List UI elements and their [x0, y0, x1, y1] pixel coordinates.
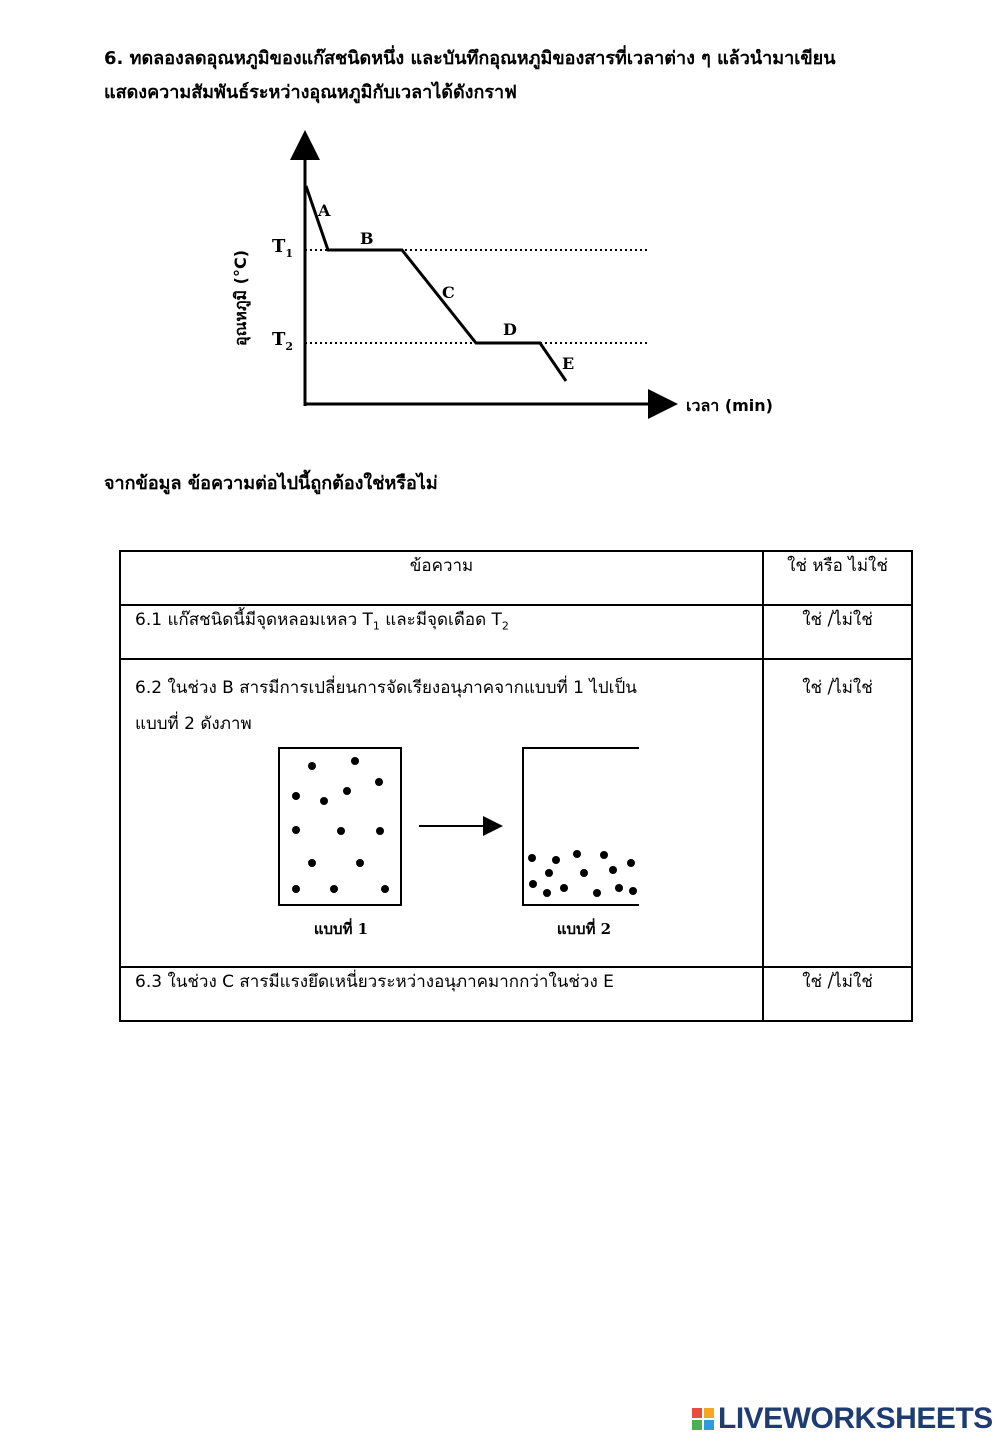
answer-select-6-3[interactable]: ใช่ /ไม่ใช่: [763, 967, 912, 1021]
particle-dot: [600, 851, 608, 859]
particle-arrangement-diagram: [259, 746, 639, 944]
particle-dot: [337, 827, 345, 835]
question-line-2: แสดงความสัมพันธ์ระหว่างอุณหภูมิกับเวลาได้ดังกราฟ: [104, 82, 517, 103]
header-statement: ข้อความ: [120, 551, 763, 605]
particle-dot: [381, 885, 389, 893]
answer-select-6-2[interactable]: ใช่ /ไม่ใช่: [763, 659, 912, 967]
pattern-2-container: [523, 748, 639, 905]
segment-label-a: A: [318, 201, 331, 220]
instruction-prompt: จากข้อมูล ข้อความต่อไปนี้ถูกต้องใช่หรือไม่: [104, 473, 438, 494]
statements-table: [119, 550, 913, 1022]
table-row: [120, 659, 912, 967]
particle-dot: [351, 757, 359, 765]
table-row: [120, 605, 912, 659]
particle-dot: [580, 869, 588, 877]
table-header-row: [120, 551, 912, 605]
segment-label-e: E: [562, 354, 575, 373]
particle-dot: [330, 885, 338, 893]
particle-dot: [308, 762, 316, 770]
logo-icon: [692, 1408, 714, 1430]
logo-text: LIVEWORKSHEETS: [718, 1402, 993, 1435]
pattern-1-label: แบบที่ 1: [313, 920, 369, 938]
particle-dot: [615, 884, 623, 892]
particle-dot: [543, 889, 551, 897]
table-row: [120, 967, 912, 1021]
question-text: [104, 42, 904, 110]
pattern-2-particles: [528, 850, 637, 897]
header-answer: ใช่ หรือ ไม่ใช่: [763, 551, 912, 605]
particle-dot: [308, 859, 316, 867]
particle-dot: [376, 827, 384, 835]
statement-6-2-line-1: 6.2 ในช่วง B สารมีการเปลี่ยนการจัดเรียงอนุภาคจากแบบที่ 1 ไปเป็น: [135, 678, 637, 698]
particle-dot: [609, 866, 617, 874]
pattern-2-label: แบบที่ 2: [556, 920, 612, 938]
particle-dot: [292, 885, 300, 893]
t2-label: $T_2$: [272, 329, 294, 353]
statement-6-1: 6.1 แก๊สชนิดนี้มีจุดหลอมเหลว $T_1$ และมีจุดเดือด $T_2$: [120, 605, 763, 659]
x-axis-label: เวลา (min): [686, 396, 773, 415]
statement-6-2: [120, 659, 763, 967]
particle-dot: [529, 880, 537, 888]
particle-dot: [528, 854, 536, 862]
pattern-1-particles: [292, 757, 389, 893]
liveworksheets-logo: [692, 1402, 993, 1436]
particle-dot: [573, 850, 581, 858]
question-line-1: 6. ทดลองลดอุณหภูมิของแก๊สชนิดหนึ่ง และบันทึกอุณหภูมิของสารที่เวลาต่าง ๆ แล้วนำมาเขียน: [104, 48, 836, 69]
particle-dot: [375, 778, 383, 786]
particle-dot: [320, 797, 328, 805]
particle-dot: [629, 887, 637, 895]
segment-label-b: B: [360, 229, 374, 248]
particle-dot: [627, 859, 635, 867]
y-axis-label: อุณหภูมิ (°C): [231, 249, 250, 347]
particle-dot: [356, 859, 364, 867]
particle-dot: [545, 869, 553, 877]
particle-dot: [292, 792, 300, 800]
answer-select-6-1[interactable]: ใช่ /ไม่ใช่: [763, 605, 912, 659]
temperature-time-graph: [200, 118, 800, 438]
segment-label-c: C: [442, 283, 455, 302]
t1-label: $T_1$: [272, 236, 294, 260]
particle-dot: [292, 826, 300, 834]
particle-dot: [593, 889, 601, 897]
statement-6-3: 6.3 ในช่วง C สารมีแรงยึดเหนี่ยวระหว่างอนุภาคมากกว่าในช่วง E: [120, 967, 763, 1021]
particle-dot: [343, 787, 351, 795]
statement-6-2-line-2: แบบที่ 2 ดังภาพ: [135, 714, 252, 734]
cooling-curve: [306, 186, 566, 381]
particle-dot: [560, 884, 568, 892]
particle-dot: [552, 856, 560, 864]
segment-label-d: D: [503, 320, 517, 339]
